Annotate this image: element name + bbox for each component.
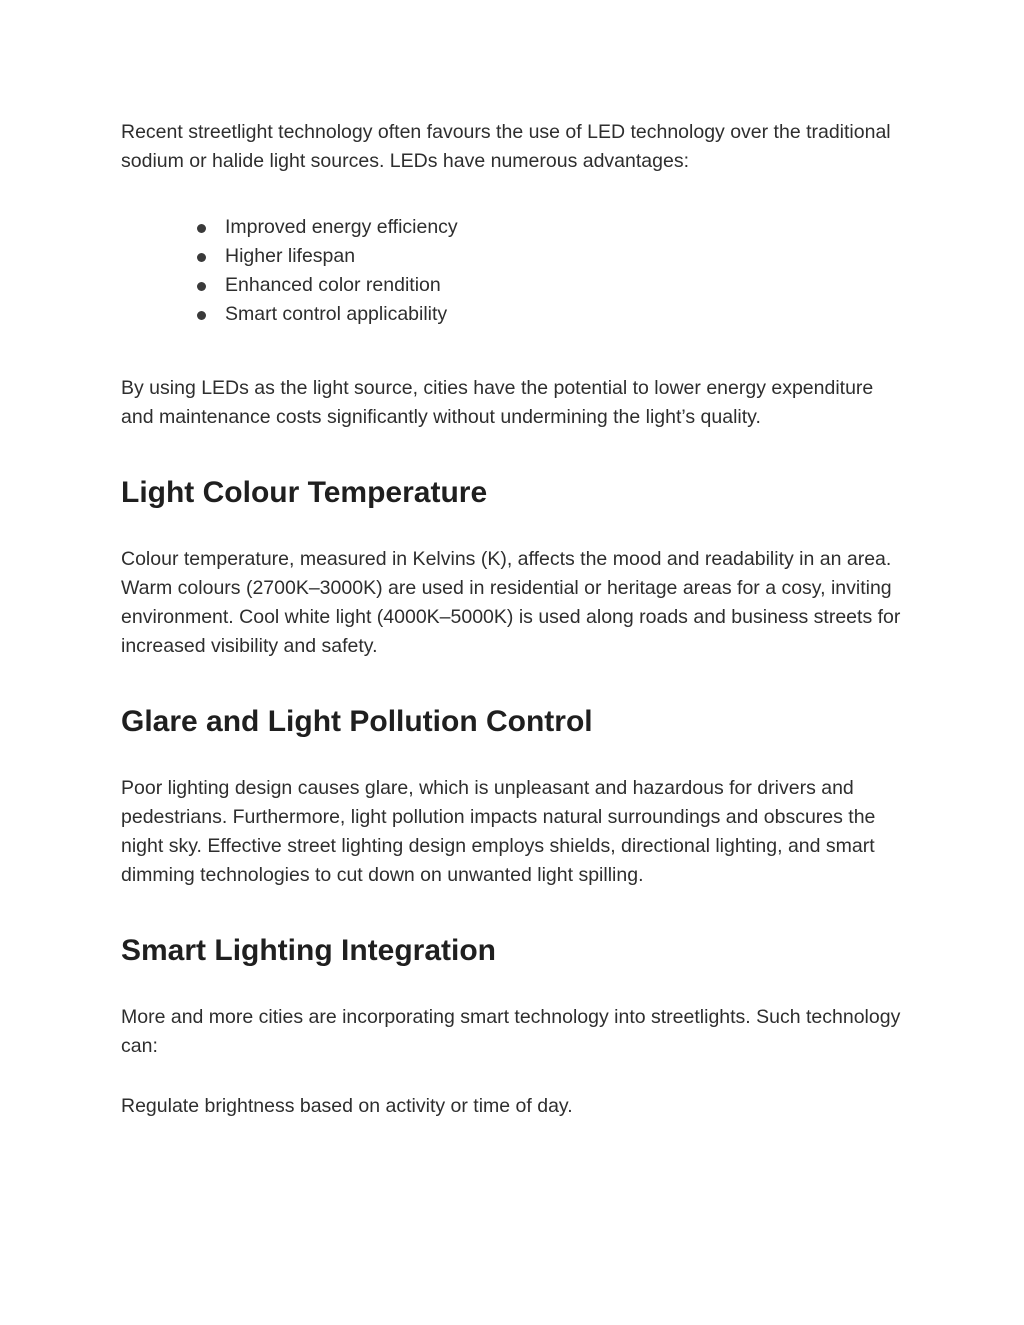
list-item [121, 213, 901, 242]
list-item [121, 271, 901, 300]
bullet-icon [197, 282, 206, 291]
section-heading-glare-control: Glare and Light Pollution Control [121, 705, 593, 738]
advantages-list [121, 213, 901, 329]
list-item-text: Higher lifespan [225, 245, 356, 267]
section-heading-colour-temperature: Light Colour Temperature [121, 476, 488, 509]
bullet-icon [197, 253, 206, 262]
led-summary-paragraph: By using LEDs as the light source, cities have the potential to lower energy expenditure and maintenance costs significantly without undermining the light’s quality. [121, 377, 874, 428]
bullet-icon [197, 224, 206, 233]
bullet-icon [197, 311, 206, 320]
list-item-text: Improved energy efficiency [225, 216, 458, 238]
intro-paragraph: Recent streetlight technology often favours the use of LED technology over the traditional sodium or halide light sources. LEDs have numerous advantages: [121, 121, 891, 172]
colour-temperature-paragraph: Colour temperature, measured in Kelvins (K), affects the mood and readability in an area. Warm colours (2700K–3000K) are used in residential or heritage areas for a cosy, inviting environment. Cool white light (4000K–5000K) is used along roads and business streets for increased visibility and safety. [121, 548, 901, 657]
section-heading-smart-lighting: Smart Lighting Integration [121, 934, 496, 967]
glare-control-paragraph: Poor lighting design causes glare, which is unpleasant and hazardous for drivers and pedestrians. Furthermore, light pollution impacts natural surroundings and obscures the night sky. Effective street lighting design employs shields, directional lighting, and smart dimming technologies to cut down on unwanted light spilling. [121, 777, 876, 886]
document-page [121, 118, 901, 1121]
list-item-text: Enhanced color rendition [225, 274, 441, 296]
list-item-text: Smart control applicability [225, 303, 448, 325]
smart-lighting-capability: Regulate brightness based on activity or time of day. [121, 1095, 573, 1117]
smart-lighting-paragraph: More and more cities are incorporating smart technology into streetlights. Such technology can: [121, 1006, 901, 1057]
list-item [121, 300, 901, 329]
list-item [121, 242, 901, 271]
